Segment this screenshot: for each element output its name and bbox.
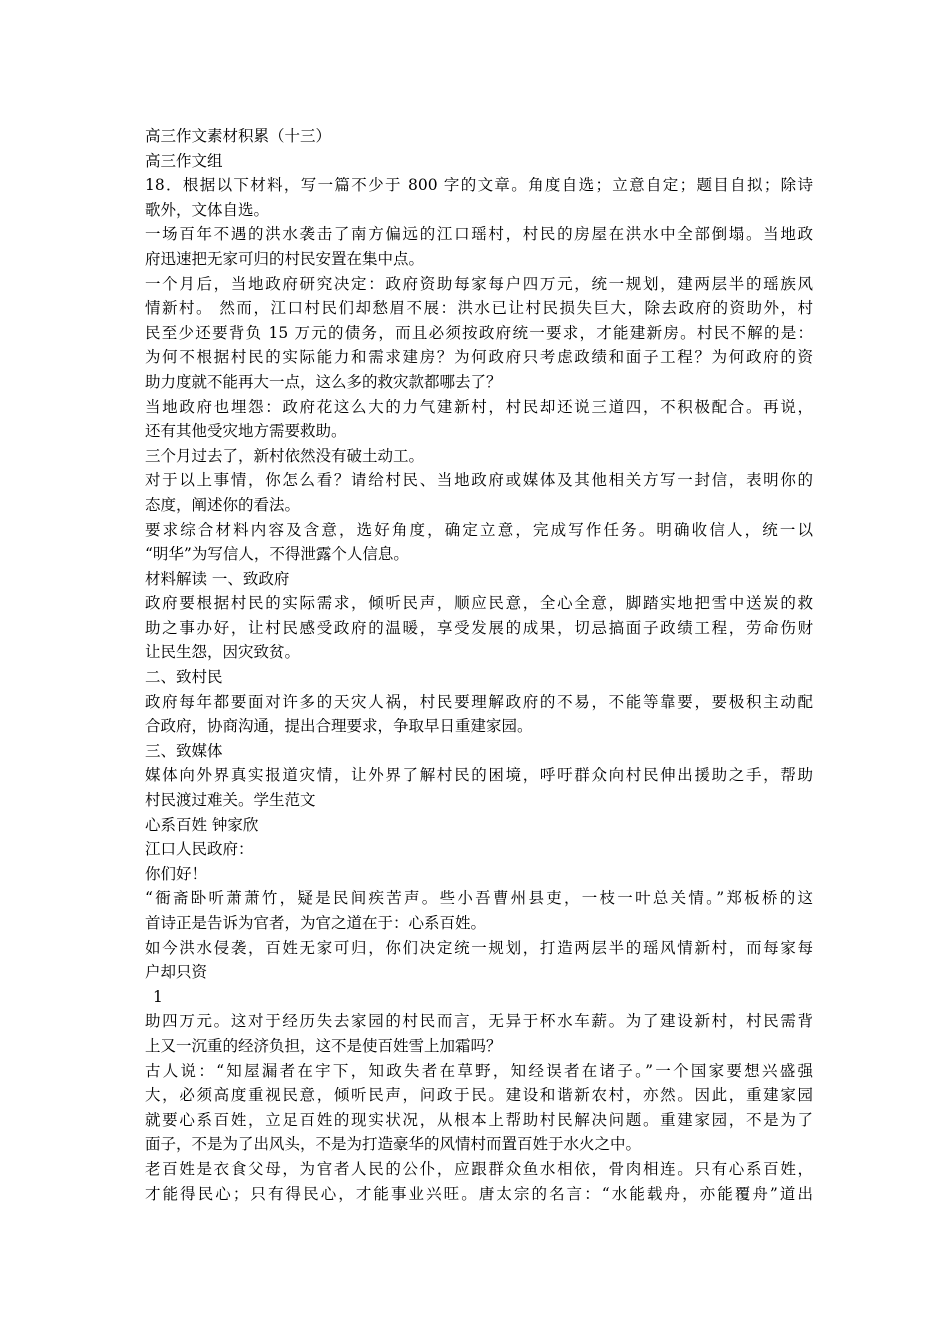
text-line: 助四万元。这对于经历失去家园的村民而言，无异于杯水车薪。为了建设新村，村民需背 (145, 1012, 813, 1031)
text-line: 让民生怨，因灾致贫。 (145, 643, 301, 662)
text-line: 歌外，文体自选。 (145, 200, 270, 219)
text-line: 对于以上事情，你怎么看？请给村民、当地政府或媒体及其他相关方写一封信，表明你的 (145, 471, 813, 490)
text-line: 一个月后，当地政府研究决定：政府资助每家每户四万元，统一规划，建两层半的瑶族风 (145, 274, 813, 293)
text-line: 媒体向外界真实报道灾情，让外界了解村民的困境，呼吁群众向村民伸出援助之手，帮助 (145, 766, 813, 785)
text-line: “衙斋卧听萧萧竹，疑是民间疾苦声。些小吾曹州县吏，一枝一叶总关情。”郑板桥的这 (145, 889, 813, 908)
text-line: 三个月过去了，新村依然没有破土动工。 (145, 446, 425, 465)
text-line: 还有其他受灾地方需要救助。 (145, 422, 347, 441)
text-line: 老百姓是衣食父母，为官者人民的公仆，应跟群众鱼水相依，骨肉相连。只有心系百姓， (145, 1159, 813, 1178)
text-line: 高三作文组 (145, 151, 223, 170)
text-line: 才能得民心；只有得民心，才能事业兴旺。唐太宗的名言：“水能载舟，亦能覆舟”道出 (145, 1184, 813, 1203)
text-line: 面子，不是为了出风头，不是为打造豪华的风情村而置百姓于水火之中。 (145, 1135, 642, 1154)
text-line: 材料解读 一、致政府 (145, 569, 290, 588)
text-line: 态度，阐述你的看法。 (145, 495, 301, 514)
text-line: 就要心系百姓，立足百姓的现实状况，从根本上帮助村民解决问题。重建家园，不是为了 (145, 1110, 813, 1129)
text-line: 府迅速把无家可归的村民安置在集中点。 (145, 249, 425, 268)
page-number: 1 (153, 987, 163, 1006)
text-line: 古人说：“知屋漏者在宇下，知政失者在草野，知经误者在诸子。”一个国家要想兴盛强 (145, 1061, 813, 1080)
text-line: 民至少还要背负 15 万元的债务，而且必须按政府统一要求，才能建新房。村民不解的是： (145, 323, 813, 342)
text-line: 政府每年都要面对许多的天灾人祸，村民要理解政府的不易，不能等靠要，要极积主动配 (145, 692, 813, 711)
text-line: 三、致媒体 (145, 741, 223, 760)
text-line: 要求综合材料内容及含意，选好角度，确定立意，完成写作任务。明确收信人，统一以 (145, 520, 813, 539)
text-line: 助力度就不能再大一点，这么多的救灾款都哪去了？ (145, 372, 502, 391)
text-line: 为何不根据村民的实际能力和需求建房？为何政府只考虑政绩和面子工程？为何政府的资 (145, 348, 813, 367)
document-page (145, 124, 813, 1206)
text-line: 心系百姓 钟家欣 (145, 815, 259, 834)
text-line: 情新村。 然而，江口村民们却愁眉不展：洪水已让村民损失巨大，除去政府的资助外，村 (145, 299, 813, 318)
text-line: 18．根据以下材料，写一篇不少于 800 字的文章。角度自选；立意自定；题目自拟；除诗 (145, 176, 813, 195)
text-line: 户却只资 (145, 963, 208, 982)
text-line: 上又一沉重的经济负担，这不是使百姓雪上加霜吗？ (145, 1036, 502, 1055)
text-line: 助之事办好，让村民感受政府的温暖，享受发展的成果，切忌搞面子政绩工程，劳命伤财 (145, 618, 813, 637)
text-line: 一场百年不遇的洪水袭击了南方偏远的江口瑶村，村民的房屋在洪水中全部倒塌。当地政 (145, 225, 813, 244)
text-line: “明华”为写信人，不得泄露个人信息。 (145, 545, 409, 564)
text-line: 江口人民政府： (145, 840, 254, 859)
text-line: 政府要根据村民的实际需求，倾听民声，顺应民意，全心全意，脚踏实地把雪中送炭的救 (145, 594, 813, 613)
text-line: 合政府，协商沟通，提出合理要求，争取早日重建家园。 (145, 717, 533, 736)
text-line: 二、致村民 (145, 668, 223, 687)
text-line: 大，必须高度重视民意，倾听民声，问政于民。建设和谐新农村，亦然。因此，重建家园 (145, 1086, 813, 1105)
text-line: 当地政府也埋怨：政府花这么大的力气建新村，村民却还说三道四，不积极配合。再说， (145, 397, 813, 416)
text-line: 高三作文素材积累（十三） (145, 127, 332, 145)
text-line: 村民渡过难关。学生范文 (145, 791, 316, 810)
text-line: 如今洪水侵袭，百姓无家可归，你们决定统一规划，打造两层半的瑶风情新村，而每家每 (145, 938, 813, 957)
text-line: 首诗正是告诉为官者，为官之道在于：心系百姓。 (145, 914, 487, 932)
text-line: 你们好！ (145, 864, 208, 883)
